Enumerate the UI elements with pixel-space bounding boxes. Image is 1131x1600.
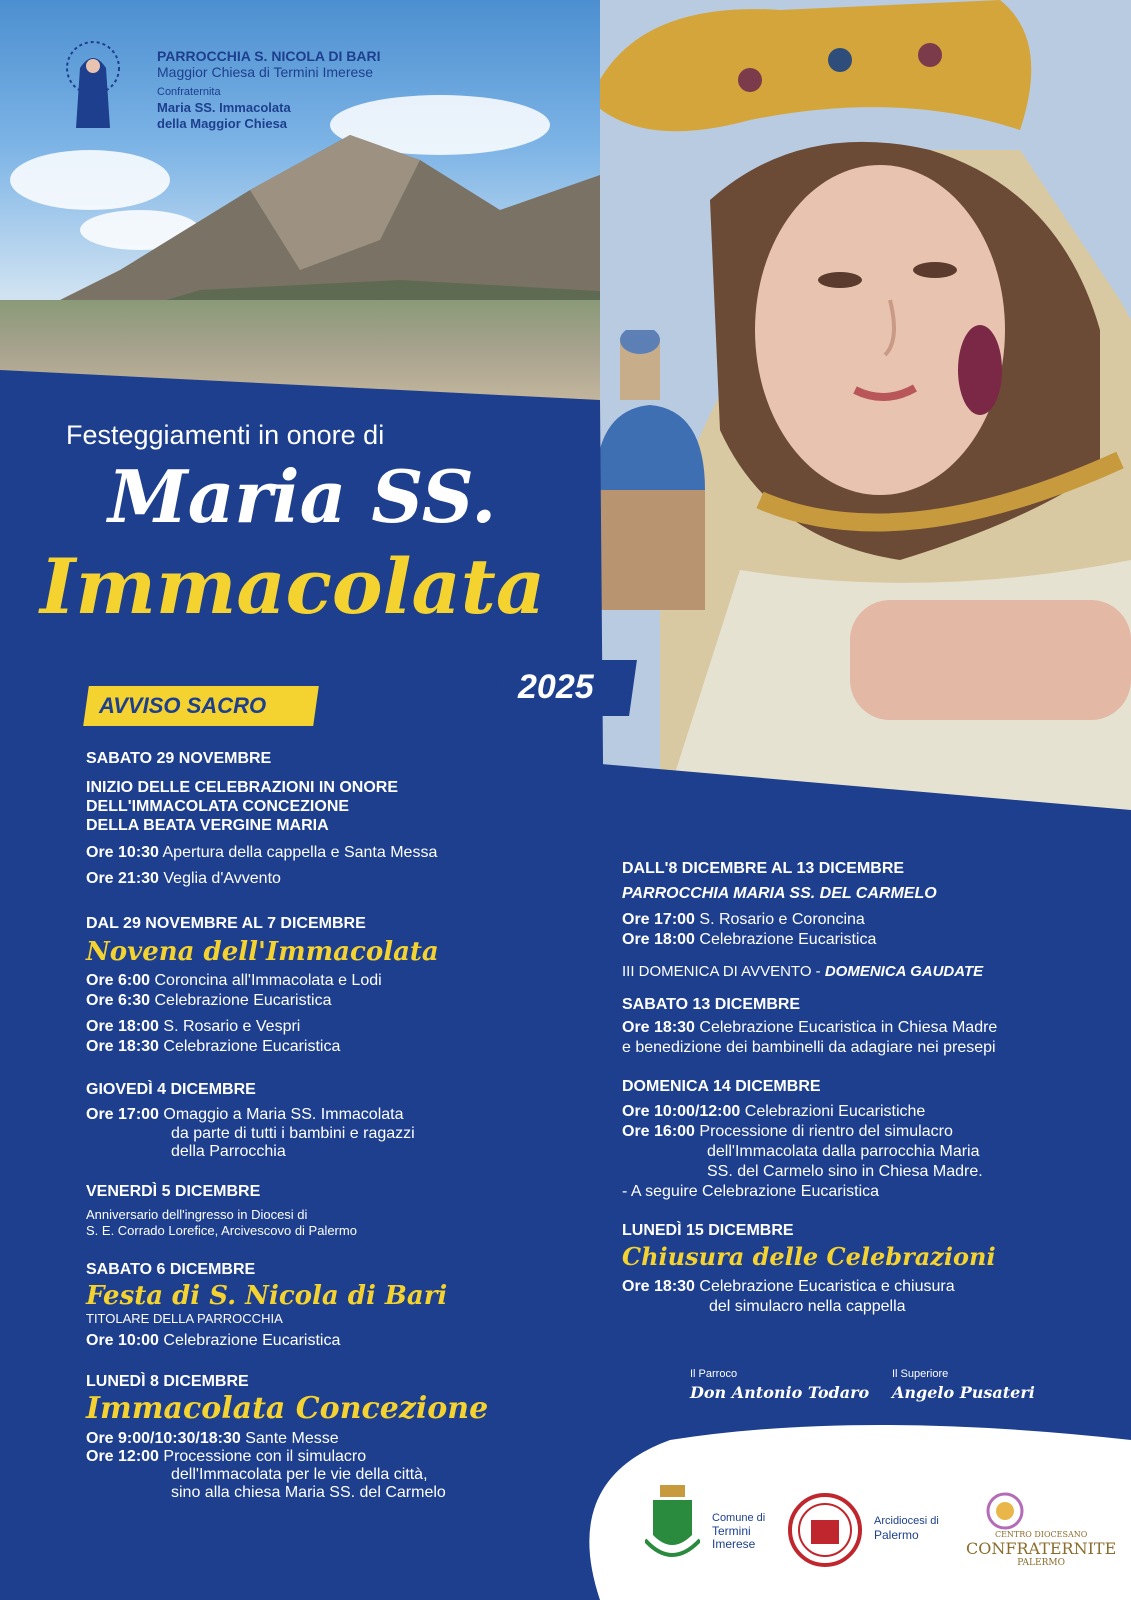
date-heading: VENERDÌ 5 DICEMBRE xyxy=(86,1183,261,1200)
desc-continued: dell'Immacolata per le vie della città, xyxy=(171,1466,428,1483)
schedule-item xyxy=(86,971,606,991)
confraternity-label: Confraternita xyxy=(157,86,221,98)
date-heading: LUNEDÌ 8 DICEMBRE xyxy=(86,1373,249,1390)
schedule-item xyxy=(86,1430,606,1448)
highlight-line: INIZIO DELLE CELEBRAZIONI IN ONORE xyxy=(86,779,399,796)
schedule-item xyxy=(622,1018,1122,1038)
time: Ore 10:00/12:00 xyxy=(622,1103,741,1120)
desc: Celebrazioni Eucaristiche xyxy=(744,1103,926,1120)
schedule-item xyxy=(622,1102,1122,1122)
superiore-name: Angelo Pusateri xyxy=(892,1383,1035,1402)
notice-text: AVVISO SACRO xyxy=(99,693,267,718)
schedule-item xyxy=(86,1448,606,1466)
time: Ore 6:30 xyxy=(86,992,151,1009)
centro-line-1: CENTRO DIOCESANO xyxy=(994,1530,1088,1539)
comune-line-3: Imerese xyxy=(712,1537,756,1551)
place-heading: PARROCCHIA MARIA SS. DEL CARMELO xyxy=(622,885,937,902)
comune-coat-of-arms-icon xyxy=(645,1480,700,1570)
schedule-item xyxy=(86,1331,606,1351)
schedule-item xyxy=(86,991,606,1011)
advent-sunday xyxy=(622,962,1122,982)
desc: Coroncina all'Immacolata e Lodi xyxy=(154,972,382,989)
schedule-item xyxy=(622,910,1122,930)
desc: Processione con il simulacro xyxy=(163,1448,367,1465)
desc: S. Rosario e Coroncina xyxy=(699,911,865,928)
desc-continued: SS. del Carmelo sino in Chiesa Madre. xyxy=(707,1163,983,1180)
desc: Veglia d'Avvento xyxy=(163,870,281,887)
time: Ore 18:30 xyxy=(86,1038,159,1055)
schedule-item xyxy=(622,1122,1122,1142)
desc: Omaggio a Maria SS. Immacolata xyxy=(163,1106,404,1123)
comune-line-1: Comune di xyxy=(712,1512,766,1524)
desc: Celebrazione Eucaristica xyxy=(163,1332,341,1349)
church-dome-image xyxy=(595,330,705,610)
time: Ore 12:00 xyxy=(86,1448,159,1465)
desc: S. Rosario e Vespri xyxy=(163,1018,301,1035)
advent-name: DOMENICA GAUDATE xyxy=(824,963,984,980)
event-title: Chiusura delle Celebrazioni xyxy=(622,1242,996,1271)
time: Ore 18:00 xyxy=(622,931,695,948)
comune-line-2: Termini xyxy=(712,1524,751,1538)
note-line: S. E. Corrado Lorefice, Arcivescovo di Palermo xyxy=(86,1223,357,1238)
time: Ore 18:00 xyxy=(86,1018,159,1035)
date-heading: LUNEDÌ 15 DICEMBRE xyxy=(622,1222,794,1239)
title-line-1: Maria SS. xyxy=(108,454,497,539)
time: Ore 16:00 xyxy=(622,1123,695,1140)
event-title: Novena dell'Immacolata xyxy=(86,937,439,967)
time: Ore 9:00/10:30/18:30 xyxy=(86,1430,241,1447)
centro-line-3: PALERMO xyxy=(1017,1558,1065,1568)
desc-continued: - A seguire Celebrazione Eucaristica xyxy=(622,1183,880,1200)
year-text: 2025 xyxy=(518,668,594,706)
highlight-line: DELLA BEATA VERGINE MARIA xyxy=(86,817,329,834)
schedule-item xyxy=(622,1277,1122,1297)
schedule-item xyxy=(86,1037,606,1057)
date-heading: SABATO 13 DICEMBRE xyxy=(622,996,801,1013)
desc: Apertura della cappella e Santa Messa xyxy=(162,844,438,861)
note-line: Anniversario dell'ingresso in Diocesi di xyxy=(86,1207,308,1222)
time: Ore 17:00 xyxy=(622,911,695,928)
desc: Celebrazione Eucaristica in Chiesa Madre xyxy=(699,1019,998,1036)
desc: Celebrazione Eucaristica xyxy=(154,992,332,1009)
schedule-item xyxy=(86,869,606,889)
date-heading: DAL 29 NOVEMBRE AL 7 DICEMBRE xyxy=(86,915,366,932)
desc: Processione di rientro del simulacro xyxy=(699,1123,953,1140)
date-heading: DALL'8 DICEMBRE AL 13 DICEMBRE xyxy=(622,860,905,877)
event-subtitle: TITOLARE DELLA PARROCCHIA xyxy=(86,1311,283,1326)
schedule-item xyxy=(622,930,1122,950)
schedule-item xyxy=(86,1105,606,1125)
time: Ore 21:30 xyxy=(86,870,159,887)
parish-subtitle: Maggior Chiesa di Termini Imerese xyxy=(157,64,374,80)
confraternite-emblem-icon xyxy=(980,1490,1030,1532)
desc: Celebrazione Eucaristica xyxy=(163,1038,341,1055)
time: Ore 18:30 xyxy=(622,1019,695,1036)
desc-continued: da parte di tutti i bambini e ragazzi xyxy=(171,1125,415,1142)
desc: Sante Messe xyxy=(245,1430,339,1447)
superiore-label: Il Superiore xyxy=(892,1368,949,1380)
time: Ore 10:00 xyxy=(86,1332,159,1349)
date-heading: SABATO 6 DICEMBRE xyxy=(86,1261,256,1278)
desc: Celebrazione Eucaristica xyxy=(699,931,877,948)
parish-name: PARROCCHIA S. NICOLA DI BARI xyxy=(157,48,381,64)
time: Ore 10:30 xyxy=(86,844,159,861)
centro-line-2: CONFRATERNITE xyxy=(966,1539,1117,1558)
confraternity-name-1: Maria SS. Immacolata xyxy=(157,100,291,115)
advent-label: III DOMENICA DI AVVENTO - xyxy=(622,963,825,980)
confraternity-name-2: della Maggior Chiesa xyxy=(157,116,288,131)
desc-continued: del simulacro nella cappella xyxy=(709,1298,906,1315)
time: Ore 18:30 xyxy=(622,1278,695,1295)
desc-continued: della Parrocchia xyxy=(171,1143,286,1160)
parroco-name: Don Antonio Todaro xyxy=(690,1383,870,1402)
parroco-label: Il Parroco xyxy=(690,1368,738,1380)
arcidiocesi-line-2: Palermo xyxy=(874,1528,919,1542)
arcidiocesi-seal-icon xyxy=(787,1492,863,1568)
desc-continued: dell'Immacolata dalla parrocchia Maria xyxy=(707,1143,980,1160)
event-title: Festa di S. Nicola di Bari xyxy=(86,1281,448,1311)
event-title: Immacolata Concezione xyxy=(86,1391,489,1426)
time: Ore 17:00 xyxy=(86,1106,159,1123)
festival-intro: Festeggiamenti in onore di xyxy=(66,420,385,450)
schedule-item xyxy=(86,843,606,863)
schedule-item xyxy=(86,1017,606,1037)
desc-continued: sino alla chiesa Maria SS. del Carmelo xyxy=(171,1484,446,1501)
time: Ore 6:00 xyxy=(86,972,151,989)
arcidiocesi-line-1: Arcidiocesi di xyxy=(874,1515,939,1527)
date-heading: GIOVEDÌ 4 DICEMBRE xyxy=(86,1081,256,1098)
title-line-2: Immacolata xyxy=(40,542,546,631)
confraternity-logo xyxy=(52,38,134,138)
desc-continued: e benedizione dei bambinelli da adagiare nei presepi xyxy=(622,1039,996,1056)
desc: Celebrazione Eucaristica e chiusura xyxy=(699,1278,955,1295)
date-heading: DOMENICA 14 DICEMBRE xyxy=(622,1078,821,1095)
date-heading: SABATO 29 NOVEMBRE xyxy=(86,750,272,767)
highlight-line: DELL'IMMACOLATA CONCEZIONE xyxy=(86,798,350,815)
